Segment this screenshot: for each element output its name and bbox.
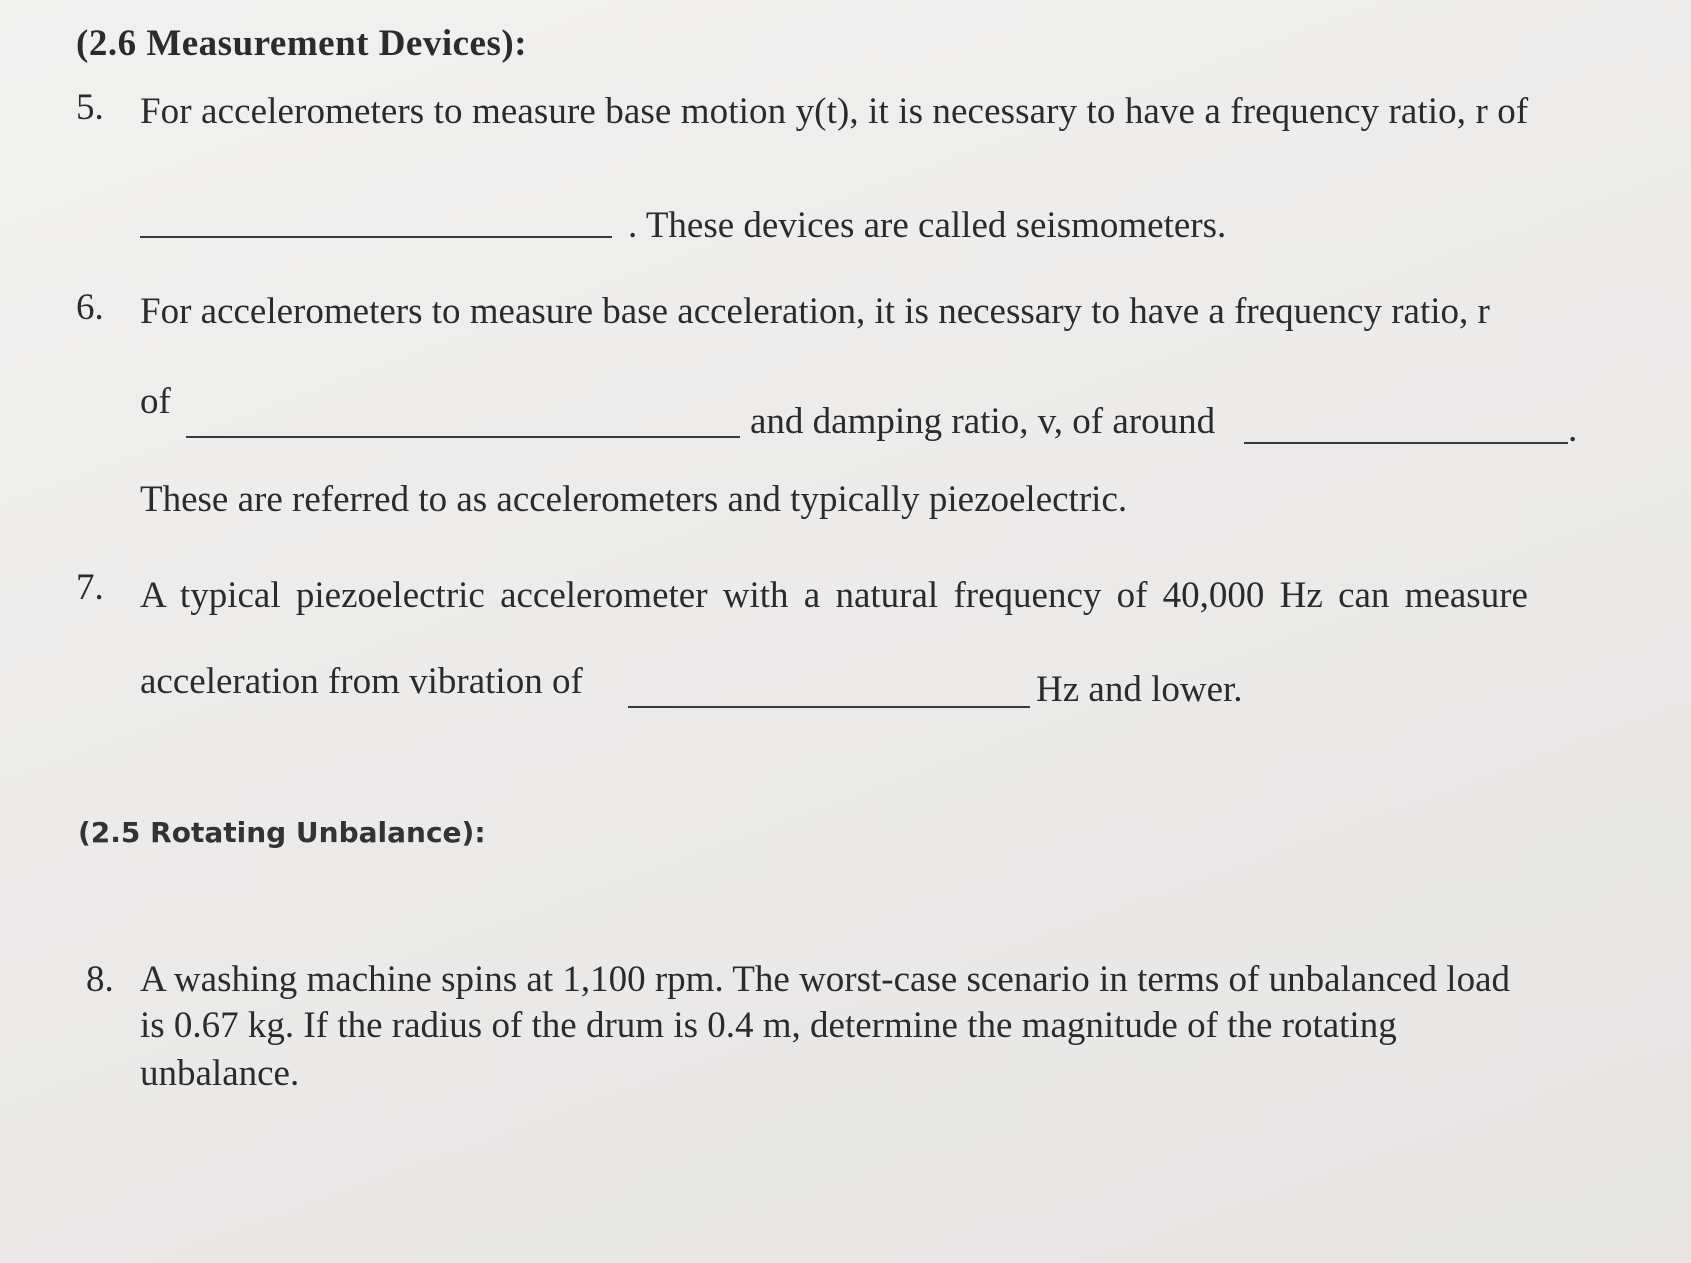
question-6-number: 6. xyxy=(76,287,104,328)
question-6-frequency-ratio-blank[interactable] xyxy=(186,436,740,438)
question-5-number: 5. xyxy=(76,87,104,128)
question-8-number: 8. xyxy=(86,959,114,1000)
question-7-number: 7. xyxy=(76,567,104,608)
question-7-text-line2-end: Hz and lower. xyxy=(1036,669,1243,710)
question-5-text-line1: For accelerometers to measure base motion y(t), it is necessary to have a frequency ratio, r of xyxy=(140,91,1529,132)
question-7-answer-blank[interactable] xyxy=(628,706,1030,708)
section-heading-rotating-unbalance: (2.5 Rotating Unbalance): xyxy=(78,816,486,849)
question-8-text-line1: A washing machine spins at 1,100 rpm. The worst-case scenario in terms of unbalanced load xyxy=(140,959,1511,1000)
question-6-text-line1: For accelerometers to measure base acceleration, it is necessary to have a frequency ratio, r xyxy=(140,291,1490,332)
question-6-period: . xyxy=(1568,409,1578,450)
question-8-text-line3: unbalance. xyxy=(140,1053,300,1094)
question-7-text-line1: A typical piezoelectric accelerometer with a natural frequency of 40,000 Hz can measure xyxy=(140,575,1528,616)
section-heading-measurement-devices: (2.6 Measurement Devices): xyxy=(76,23,528,64)
question-8-text-line2: is 0.67 kg. If the radius of the drum is 0.4 m, determine the magnitude of the rotating xyxy=(140,1005,1397,1046)
question-5-text-line2: . These devices are called seismometers. xyxy=(628,205,1227,246)
question-6-of-label: of xyxy=(140,381,171,422)
question-7-text-line2-start: acceleration from vibration of xyxy=(140,661,583,702)
question-5-answer-blank[interactable] xyxy=(140,236,612,238)
question-6-damping-ratio-blank[interactable] xyxy=(1244,442,1568,444)
question-6-text-line3: These are referred to as accelerometers and typically piezoelectric. xyxy=(140,479,1128,520)
question-6-damping-text: and damping ratio, v, of around xyxy=(750,401,1216,442)
